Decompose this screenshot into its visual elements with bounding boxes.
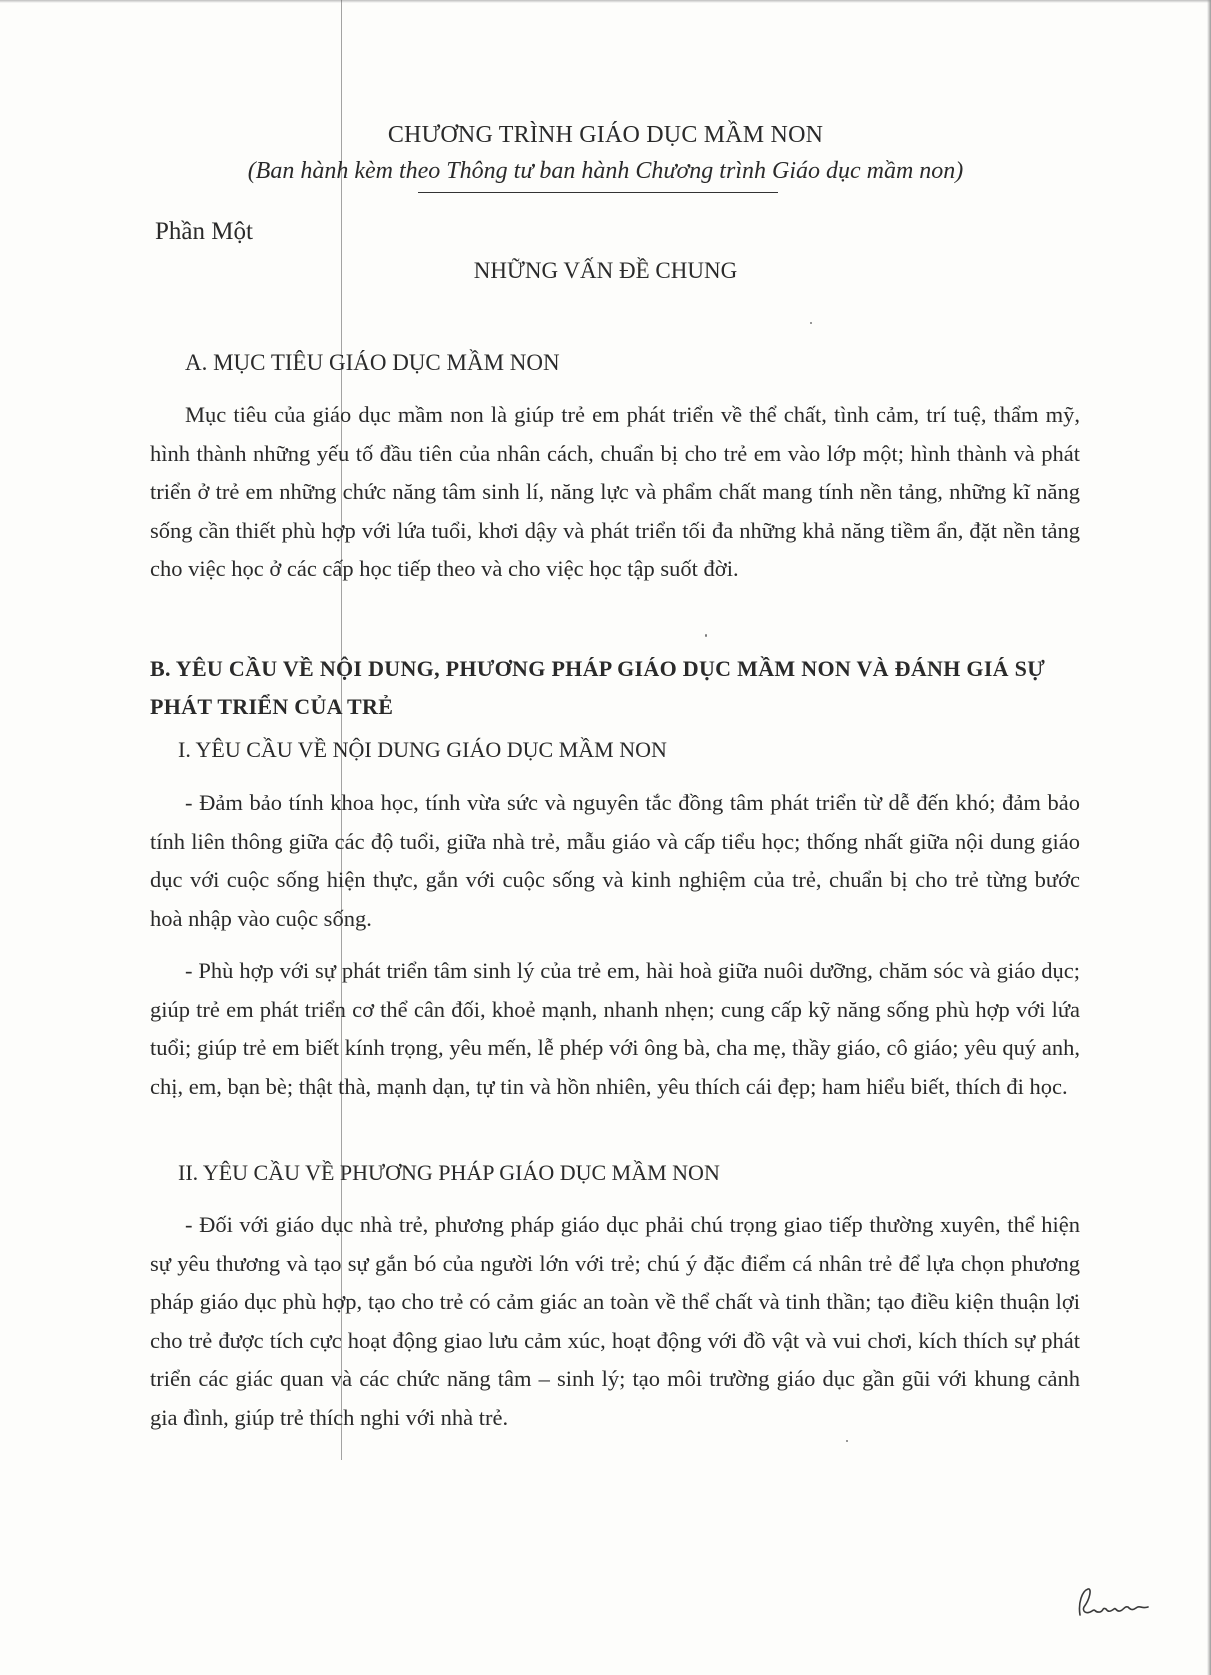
scan-edge-right (1207, 0, 1211, 1675)
subsection-i-paragraph-2: - Phù hợp với sự phát triển tâm sinh lý của trẻ em, hài hoà giữa nuôi dưỡng, chăm sóc và giáo dục; giúp trẻ em phát triển cơ thể cân đối, khoẻ mạnh, nhanh nhẹn; cung cấp kỹ năng sống phù hợp với lứa tuổi; giúp trẻ em biết kính trọng, yêu mến, lễ phép với ông bà, cha mẹ, thầy giáo, cô giáo; yêu quý anh, chị, em, bạn bè; thật thà, mạnh dạn, tự tin và hồn nhiên, yêu thích cái đẹp; ham hiểu biết, thích đi học. (150, 958, 1080, 1099)
section-b-heading: B. YÊU CẦU VỀ NỘI DUNG, PHƯƠNG PHÁP GIÁO DỤC MẦM NON VÀ ĐÁNH GIÁ SỰ PHÁT TRIỂN CỦA TRẺ (150, 656, 1046, 719)
subsection-ii-paragraph-1: - Đối với giáo dục nhà trẻ, phương pháp giáo dục phải chú trọng giao tiếp thường xuyên, thể hiện sự yêu thương và tạo sự gắn bó của người lớn với trẻ; chú ý đặc điểm cá nhân trẻ để lựa chọn phương pháp giáo dục phù hợp, tạo cho trẻ có cảm giác an toàn về thể chất và tinh thần; tạo điều kiện thuận lợi cho trẻ được tích cực hoạt động giao lưu cảm xúc, hoạt động với đồ vật và vui chơi, kích thích sự phát triển các giác quan và các chức năng tâm – sinh lý; tạo môi trường giáo dục gần gũi với khung cảnh gia đình, giúp trẻ thích nghi với nhà trẻ. (150, 1212, 1080, 1430)
title-underline (418, 192, 778, 193)
scan-speck (705, 634, 707, 637)
part-label: Phần Một (155, 218, 253, 245)
scan-speck (846, 1440, 848, 1442)
section-a-heading: A. MỤC TIÊU GIÁO DỤC MẦM NON (185, 350, 560, 375)
signature-icon (1072, 1585, 1162, 1625)
document-subtitle: (Ban hành kèm theo Thông tư ban hành Chương trình Giáo dục mầm non) (247, 158, 964, 184)
subsection-ii-heading: II. YÊU CẦU VỀ PHƯƠNG PHÁP GIÁO DỤC MẦM NON (178, 1160, 720, 1185)
section-a-paragraph: Mục tiêu của giáo dục mầm non là giúp trẻ em phát triển về thể chất, tình cảm, trí tuệ, thẩm mỹ, hình thành những yếu tố đầu tiên của nhân cách, chuẩn bị cho trẻ em vào lớp một; hình thành và phát triển ở trẻ em những chức năng tâm sinh lí, năng lực và phẩm chất mang tính nền tảng, những kĩ năng sống cần thiết phù hợp với lứa tuổi, khơi dậy và phát triển tối đa những khả năng tiềm ẩn, đặt nền tảng cho việc học ở các cấp học tiếp theo và cho việc học tập suốt đời. (150, 402, 1080, 581)
scan-speck (810, 322, 812, 324)
document-title: CHƯƠNG TRÌNH GIÁO DỤC MẦM NON (387, 122, 824, 148)
scan-edge-top (0, 0, 1211, 3)
subsection-i-paragraph-1: - Đảm bảo tính khoa học, tính vừa sức và nguyên tắc đồng tâm phát triển từ dễ đến khó; đảm bảo tính liên thông giữa các độ tuổi, giữa nhà trẻ, mẫu giáo và cấp tiểu học; thống nhất giữa nội dung giáo dục với cuộc sống hiện thực, gắn với cuộc sống và kinh nghiệm của trẻ, chuẩn bị cho trẻ từng bước hoà nhập vào cuộc sống. (150, 790, 1080, 931)
subsection-i-heading: I. YÊU CẦU VỀ NỘI DUNG GIÁO DỤC MẦM NON (178, 737, 667, 762)
chapter-heading: NHỮNG VẤN ĐỀ CHUNG (473, 258, 738, 283)
